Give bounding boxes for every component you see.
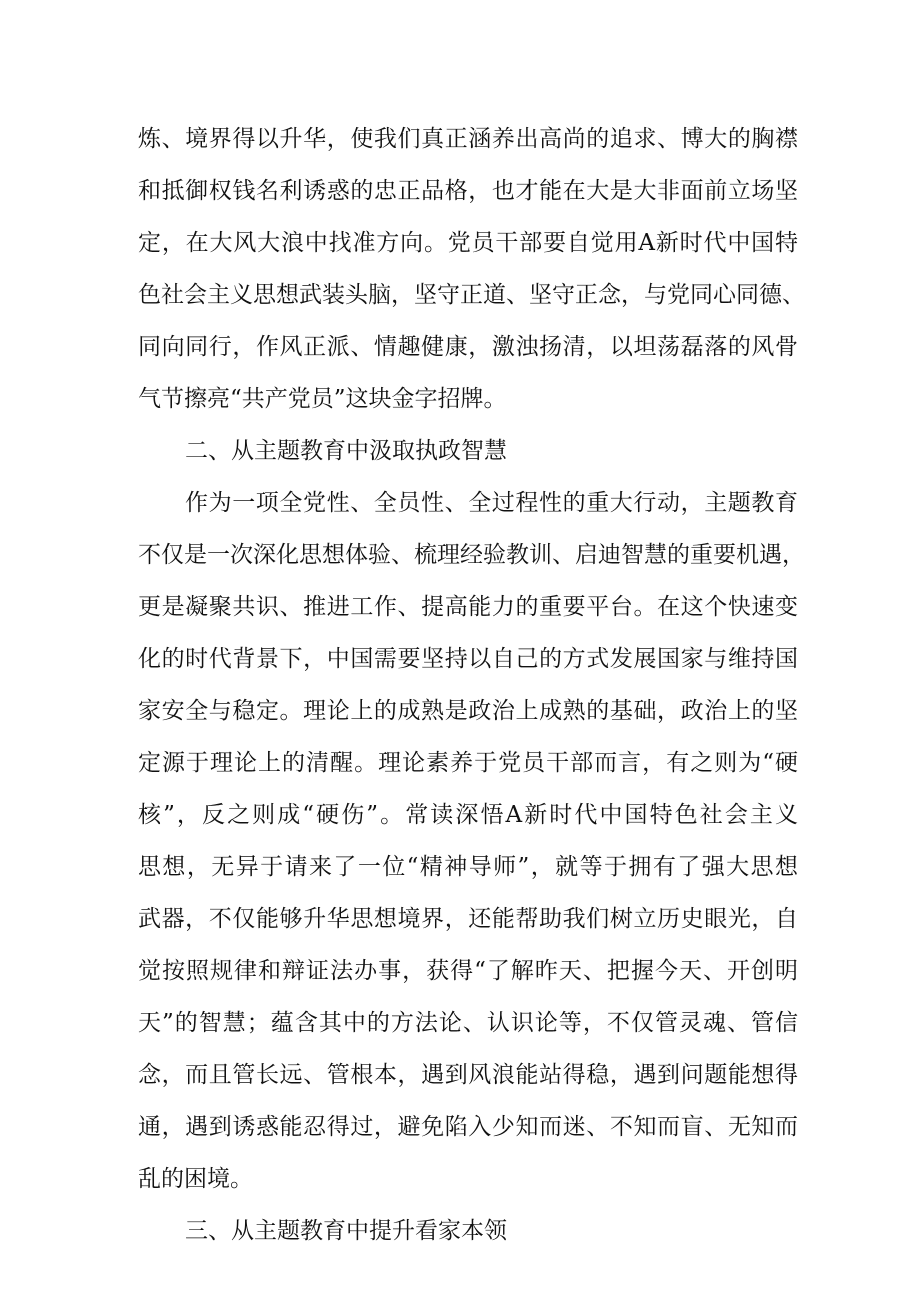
paragraph-line: 气节擦亮“共产党员”这块金字招牌。	[138, 386, 507, 412]
paragraph-line: 武器，不仅能够升华思想境界，还能帮助我们树立历史眼光，自	[138, 906, 798, 932]
paragraph-line: 核”，反之则成“硬伤”。常读深悟A新时代中国特色社会主义	[138, 802, 798, 828]
paragraph-line: 天”的智慧；蕴含其中的方法论、认识论等，不仅管灵魂、管信	[138, 1010, 798, 1036]
paragraph-line: 作为一项全党性、全员性、全过程性的重大行动，主题教育	[185, 490, 798, 516]
section-heading: 三、从主题教育中提升看家本领	[185, 1218, 507, 1244]
paragraph-line: 思想，无异于请来了一位“精神导师”，就等于拥有了强大思想	[138, 854, 798, 880]
paragraph-line: 不仅是一次深化思想体验、梳理经验教训、启迪智慧的重要机遇，	[138, 542, 805, 568]
paragraph-line: 化的时代背景下，中国需要坚持以自己的方式发展国家与维持国	[138, 646, 798, 672]
paragraph-line: 家安全与稳定。理论上的成熟是政治上成熟的基础，政治上的坚	[138, 698, 798, 724]
paragraph-line: 和抵御权钱名利诱惑的忠正品格，也才能在大是大非面前立场坚	[138, 178, 798, 204]
paragraph-line: 乱的困境。	[138, 1166, 253, 1192]
paragraph-line: 觉按照规律和辩证法办事，获得“了解昨天、把握今天、开创明	[138, 958, 798, 984]
paragraph-line: 定源于理论上的清醒。理论素养于党员干部而言，有之则为“硬	[138, 750, 798, 776]
paragraph-line: 念，而且管长远、管根本，遇到风浪能站得稳，遇到问题能想得	[138, 1062, 798, 1088]
paragraph-line: 通，遇到诱惑能忍得过，避免陷入少知而迷、不知而盲、无知而	[138, 1114, 798, 1140]
paragraph-line: 炼、境界得以升华，使我们真正涵养出高尚的追求、博大的胸襟	[138, 126, 798, 152]
paragraph-line: 色社会主义思想武装头脑，坚守正道、坚守正念，与党同心同德、	[138, 282, 805, 308]
section-heading: 二、从主题教育中汲取执政智慧	[185, 438, 507, 464]
paragraph-line: 同向同行，作风正派、情趣健康，激浊扬清，以坦荡磊落的风骨	[138, 334, 798, 360]
paragraph-line: 更是凝聚共识、推进工作、提高能力的重要平台。在这个快速变	[138, 594, 798, 620]
paragraph-line: 定，在大风大浪中找准方向。党员干部要自觉用A新时代中国特	[138, 230, 798, 256]
